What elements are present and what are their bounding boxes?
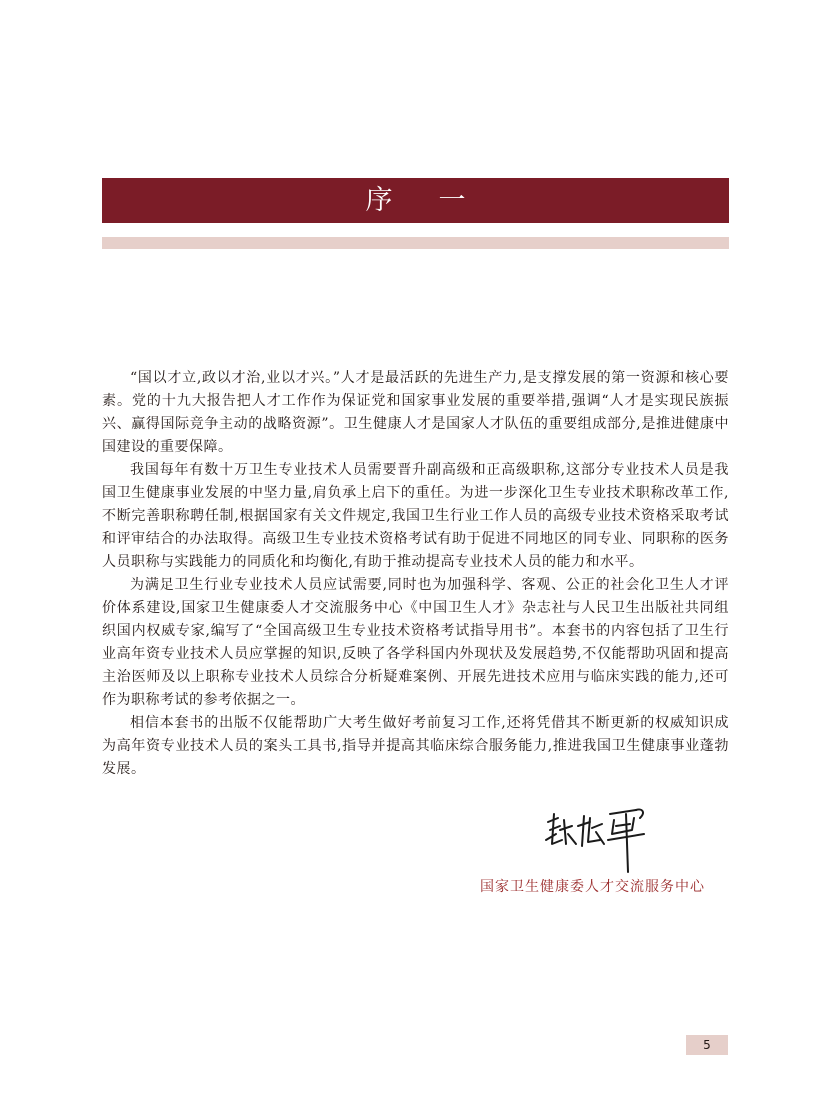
page-title: 序一 — [365, 185, 512, 216]
title-bar — [102, 178, 729, 223]
paragraph-3: 为满足卫生行业专业技术人员应试需要,同时也为加强科学、客观、公正的社会化卫生人才评价体系建设,国家卫生健康委人才交流服务中心《中国卫生人才》杂志社与人民卫生出版社共同组织国内权威专家,编写了“全国高级卫生专业技术资格考试指导用书”。本套书的内容包括了卫生行业高年资专业技术人员应掌握的知识,反映了各学科国内外现状及发展趋势,不仅能帮助巩固和提高主治医师及以上职称专业技术人员综合分析疑难案例、开展先进技术应用与临床实践的能力,还可作为职称考试的参考依据之一。 — [102, 577, 729, 708]
paragraph-2: 我国每年有数十万卫生专业技术人员需要晋升副高级和正高级职称,这部分专业技术人员是我国卫生健康事业发展的中坚力量,肩负承上启下的重任。为进一步深化卫生专业技术职称改革工作,不断完善职称聘任制,根据国家有关文件规定,我国卫生行业工作人员的高级专业技术资格采取考试和评审结合的办法取得。高级卫生专业技术资格考试有助于促进不同地区的同专业、同职称的医务人员职称与实践能力的同质化和均衡化,有助于推动提高专业技术人员的能力和水平。 — [102, 462, 729, 570]
paragraph-1: “国以才立,政以才治,业以才兴。”人才是最活跃的先进生产力,是支撑发展的第一资源和核心要素。党的十九大报告把人才工作作为保证党和国家事业发展的重要举措,强调“人才是实现民族振兴、赢得国际竞争主动的战略资源”。卫生健康人才是国家人才队伍的重要组成部分,是推进健康中国建设的重要保障。 — [102, 370, 729, 455]
paragraph-4: 相信本套书的出版不仅能帮助广大考生做好考前复习工作,还将凭借其不断更新的权威知识成为高年资专业技术人员的案头工具书,指导并提高其临床综合服务能力,推进我国卫生健康事业蓬勃发展。 — [102, 715, 729, 777]
page-number: 5 — [686, 1035, 728, 1055]
title-underline — [102, 237, 729, 249]
organization-name: 国家卫生健康委人才交流服务中心 — [480, 879, 705, 895]
handwritten-signature — [540, 800, 660, 875]
preface-body — [102, 367, 729, 781]
